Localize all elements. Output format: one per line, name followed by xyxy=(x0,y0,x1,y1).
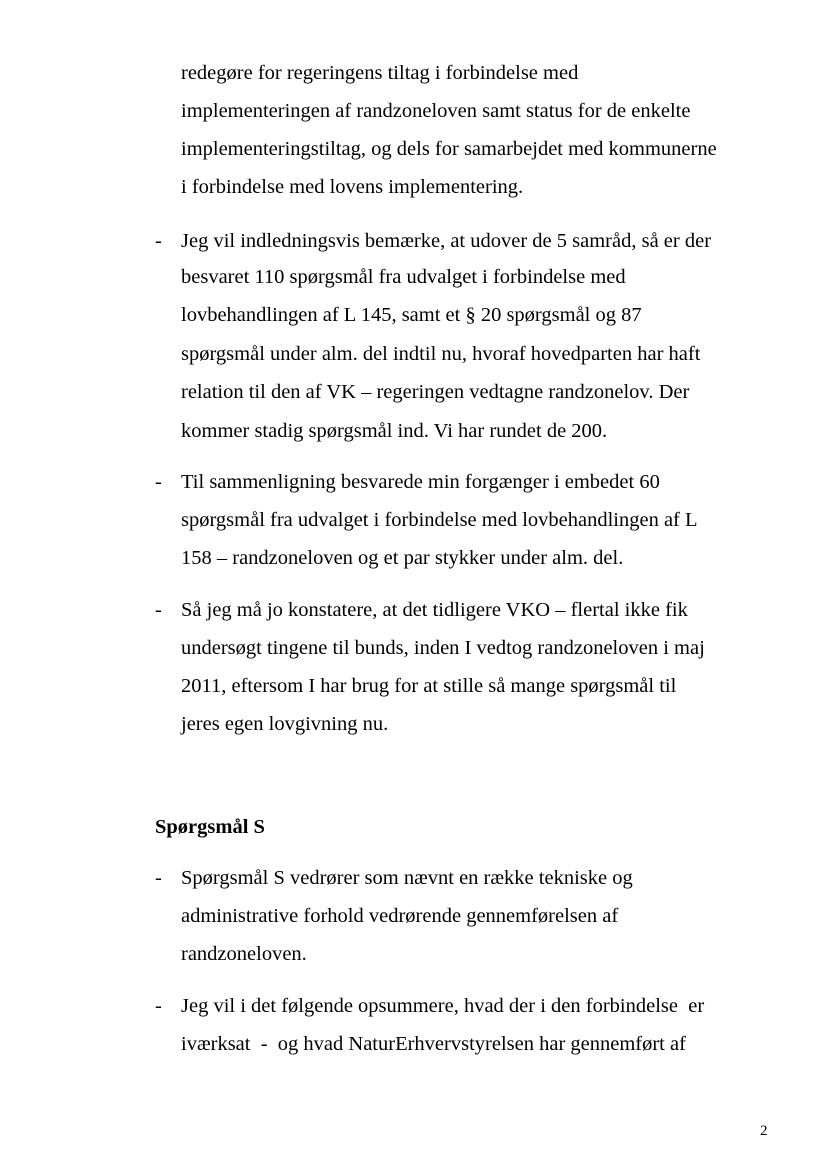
bullet-line: 2011, eftersom I har brug for at stille så mange spørgsmål til xyxy=(181,675,677,697)
bullet-dash: - xyxy=(155,995,162,1017)
intro-line: redegøre for regeringens tiltag i forbindelse med xyxy=(181,62,579,84)
bullet-line: spørgsmål fra udvalget i forbindelse med lovbehandlingen af L xyxy=(181,509,698,531)
bullet-dash: - xyxy=(155,230,162,252)
intro-line: implementeringstiltag, og dels for samarbejdet med kommunerne xyxy=(181,138,717,160)
bullet-line: kommer stadig spørgsmål ind. Vi har rundet de 200. xyxy=(181,420,608,442)
section-heading: Spørgsmål S xyxy=(155,816,265,838)
bullet-line: lovbehandlingen af L 145, samt et § 20 spørgsmål og 87 xyxy=(181,304,642,326)
bullet-dash: - xyxy=(155,867,162,889)
bullet-line: Til sammenligning besvarede min forgænger i embedet 60 xyxy=(181,471,660,493)
bullet-line: undersøgt tingene til bunds, inden I vedtog randzoneloven i maj xyxy=(181,637,705,659)
bullet-line: iværksat - og hvad NaturErhvervstyrelsen har gennemført af xyxy=(181,1033,686,1055)
bullet-line: administrative forhold vedrørende gennemførelsen af xyxy=(181,905,619,927)
bullet-line: besvaret 110 spørgsmål fra udvalget i forbindelse med xyxy=(181,266,626,288)
intro-line: i forbindelse med lovens implementering. xyxy=(181,176,524,198)
bullet-dash: - xyxy=(155,471,162,493)
bullet-line: Spørgsmål S vedrører som nævnt en række tekniske og xyxy=(181,867,633,889)
bullet-line: Så jeg må jo konstatere, at det tidligere VKO – flertal ikke fik xyxy=(181,599,688,621)
bullet-line: Jeg vil indledningsvis bemærke, at udover de 5 samråd, så er der xyxy=(181,230,712,252)
page-number: 2 xyxy=(760,1123,768,1139)
intro-line: implementeringen af randzoneloven samt status for de enkelte xyxy=(181,100,691,122)
bullet-line: Jeg vil i det følgende opsummere, hvad der i den forbindelse er xyxy=(181,995,705,1017)
bullet-line: 158 – randzoneloven og et par stykker under alm. del. xyxy=(181,547,624,569)
bullet-line: relation til den af VK – regeringen vedtagne randzonelov. Der xyxy=(181,381,690,403)
bullet-line: randzoneloven. xyxy=(181,943,307,965)
bullet-line: spørgsmål under alm. del indtil nu, hvoraf hovedparten har haft xyxy=(181,343,701,365)
bullet-line: jeres egen lovgivning nu. xyxy=(181,713,389,735)
bullet-dash: - xyxy=(155,599,162,621)
